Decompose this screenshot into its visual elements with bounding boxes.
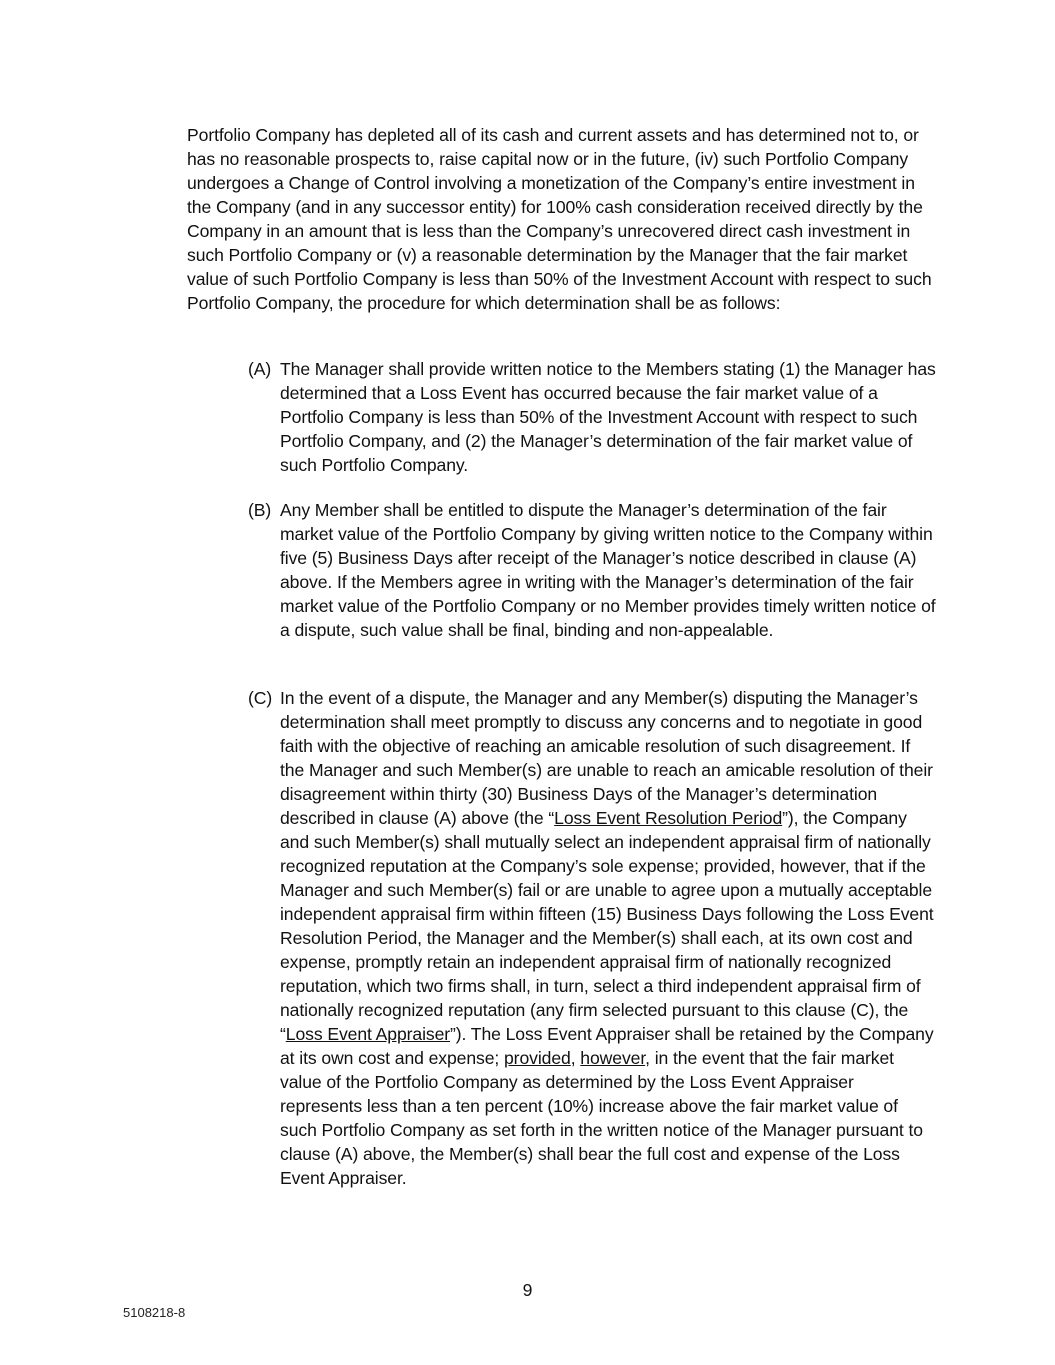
clause-c-marker: (C) xyxy=(248,688,273,708)
term-however: however xyxy=(580,1048,646,1068)
intro-paragraph: Portfolio Company has depleted all of its cash and current assets and has determined not to, or has no reasonable prospects to, raise capital now or in the future, (iv) such Portfolio Company undergoes a Change of Control involving a monetization of the Company’s entire investment in the Company (and in any successor entity) for 100% cash consideration received directly by the Company in an amount that is less than the Company’s unrecovered direct cash investment in such Portfolio Company or (v) a reasonable determination by the Manager that the fair market value of such Portfolio Company is less than 50% of the Investment Account with respect to such Portfolio Company, the procedure for which determination shall be as follows: xyxy=(187,125,932,313)
term-provided: provided xyxy=(504,1048,571,1068)
clause-c-separator: , xyxy=(570,1048,581,1068)
clause-a-marker: (A) xyxy=(248,359,272,379)
document-id: 5108218-8 xyxy=(123,1305,186,1320)
clause-c-part1: In the event of a dispute, the Manager and any Member(s) disputing the Manager’s determination shall meet promptly to discuss any concerns and to negotiate in good faith with the objective of reaching an amicable resolution of such disagreement. If the Manager and such Member(s) are unable to reach an amicable resolution of their disagreement within thirty (30) Business Days of the Manager’s determination described in clause (A) above (the “ xyxy=(280,688,933,828)
page-number: 9 xyxy=(522,1280,533,1300)
clause-c-part4: , in the event that the fair market value of the Portfolio Company as determined by the Loss Event Appraiser represents less than a ten percent (10%) increase above the fair market value of such Portfolio Company as set forth in the written notice of the Manager pursuant to clause (A) above, the Member(s) shall bear the full cost and expense of the Loss Event Appraiser. xyxy=(280,1048,923,1188)
clause-b-marker: (B) xyxy=(248,500,272,520)
clause-c xyxy=(248,686,938,1190)
defined-term-loss-event-appraiser: Loss Event Appraiser xyxy=(285,1024,451,1044)
clause-a xyxy=(248,357,938,477)
clause-b-text: Any Member shall be entitled to dispute the Manager’s determination of the fair market value of the Portfolio Company by giving written notice to the Company within five (5) Business Days after receipt of the Manager’s notice described in clause (A) above. If the Members agree in writing with the Manager’s determination of the fair market value of the Portfolio Company or no Member provides timely written notice of a dispute, such value shall be final, binding and non-appealable. xyxy=(280,500,936,640)
clause-b xyxy=(248,498,938,642)
clause-c-part3: ”). The Loss Event Appraiser shall be retained by the Company at its own cost and expense; xyxy=(280,1024,934,1068)
clause-c-part2: ”), the Company and such Member(s) shall mutually select an independent appraisal firm of nationally recognized reputation at the Company’s sole expense; provided, however, that if the Manager and such Member(s) fail or are unable to agree upon a mutually acceptable independent appraisal firm within fifteen (15) Business Days following the Loss Event Resolution Period, the Manager and the Member(s) shall each, at its own cost and expense, promptly retain an independent appraisal firm of nationally recognized reputation, which two firms shall, in turn, select a third independent appraisal firm of nationally recognized reputation (any firm selected pursuant to this clause (C), the “ xyxy=(280,808,934,1044)
defined-term-loss-event-resolution-period: Loss Event Resolution Period xyxy=(554,808,783,828)
clause-a-text: The Manager shall provide written notice to the Members stating (1) the Manager has determined that a Loss Event has occurred because the fair market value of a Portfolio Company is less than 50% of the Investment Account with respect to such Portfolio Company, and (2) the Manager’s determination of the fair market value of such Portfolio Company. xyxy=(280,359,936,475)
clause-c-text xyxy=(280,686,938,1190)
